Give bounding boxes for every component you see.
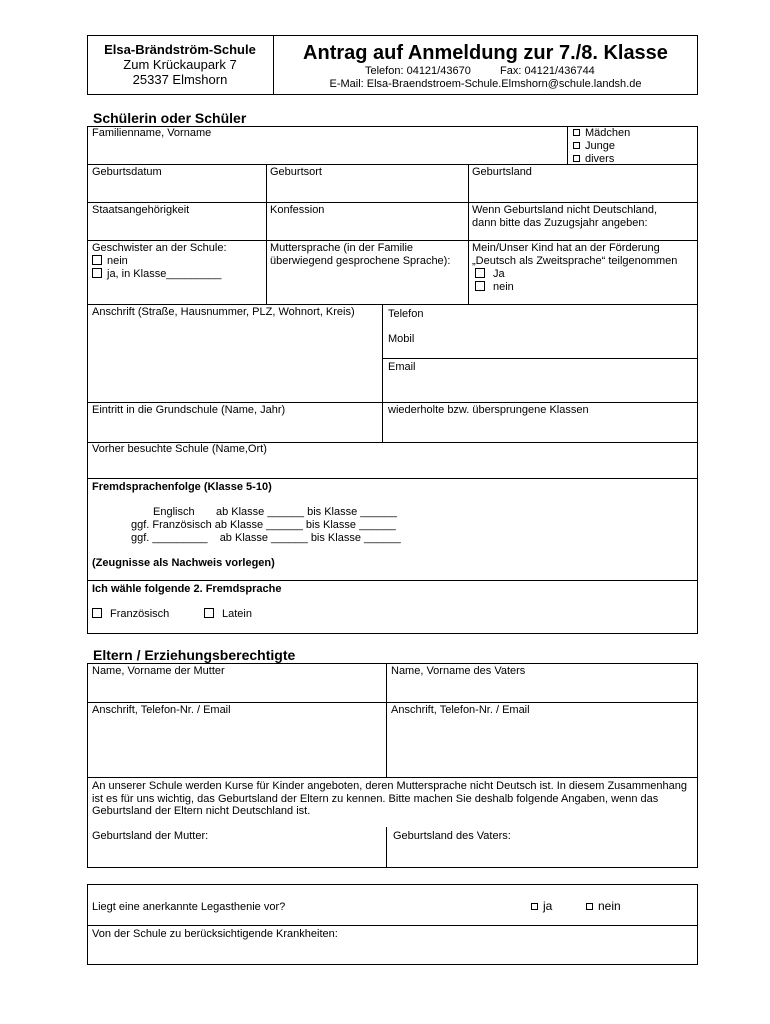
student-name-field[interactable] [88,140,566,164]
col-divider [468,164,469,305]
checkbox-daz-no[interactable] [475,281,485,291]
row-divider [87,164,698,165]
row-divider [87,202,698,203]
row-divider [87,402,698,403]
daz-no-option[interactable]: nein [475,281,514,294]
checkbox-daz-yes[interactable] [475,268,485,278]
school-city: 25337 Elmshorn [132,72,228,87]
checkbox-male[interactable] [573,142,580,149]
row-divider [382,358,698,359]
siblings-yes-option[interactable]: ja, in Klasse_________ [92,268,221,281]
language-row-english: Englisch ab Klasse ______ bis Klasse ______ [153,506,397,518]
page-title: Antrag auf Anmeldung zur 7./8. Klasse [303,42,668,64]
mother-country-label: Geburtsland der Mutter: [92,830,209,842]
school-fax: Fax: 04121/436744 [500,65,595,77]
arrival-label-line1: Wenn Geburtsland nicht Deutschland, [472,204,658,216]
birth-date-label: Geburtsdatum [92,166,162,178]
row-divider [87,478,698,479]
row-divider [87,304,698,305]
languages-title: Fremdsprachenfolge (Klasse 5-10) [92,481,272,493]
daz-yes-option[interactable]: Ja [475,268,505,281]
row-divider [87,925,698,926]
mother-tongue-label-line2: überwiegend gesprochene Sprache): [270,255,451,267]
col-divider [266,164,267,305]
father-country-label: Geburtsland des Vaters: [393,830,511,842]
repeated-classes-label: wiederholte bzw. übersprungene Klassen [388,404,589,416]
previous-school-label: Vorher besuchte Schule (Name,Ort) [92,443,267,455]
daz-label-line2: „Deutsch als Zweitsprache“ teilgenommen [472,255,678,267]
french-option[interactable]: Französisch [92,608,169,621]
birth-country-label: Geburtsland [472,166,532,178]
father-address-label: Anschrift, Telefon-Nr. / Email [391,704,530,716]
birth-place-label: Geburtsort [270,166,322,178]
mobile-label: Mobil [388,333,415,345]
gender-option-male[interactable]: Junge [573,140,615,153]
arrival-label-line2: dann bitte das Zuzugsjahr angeben: [472,217,648,229]
mother-address-label: Anschrift, Telefon-Nr. / Email [92,704,231,716]
row-divider [87,702,698,703]
col-divider [382,304,383,442]
email-label: Email [388,361,416,373]
gender-divider [567,126,568,164]
dyslexia-question: Liegt eine anerkannte Legasthenie vor? [92,901,286,913]
language-row-other: ggf. _________ ab Klasse ______ bis Klasse ______ [131,532,401,544]
checkbox-female[interactable] [573,129,580,136]
certificates-note: (Zeugnisse als Nachweis vorlegen) [92,557,275,569]
row-divider [87,580,698,581]
school-street: Zum Krückaupark 7 [123,57,237,72]
siblings-label: Geschwister an der Schule: [92,242,227,254]
gender-option-diverse[interactable]: divers [573,153,614,166]
primary-school-label: Eintritt in die Grundschule (Name, Jahr) [92,404,286,416]
school-phone: Telefon: 04121/43670 [365,65,471,77]
school-email: E-Mail: Elsa-Braendstroem-Schule.Elmshorn@schule.landsh.de [329,78,642,90]
checkbox-latin[interactable] [204,608,214,618]
siblings-no-option[interactable]: nein [92,255,128,268]
row-divider [87,777,698,778]
latin-option[interactable]: Latein [204,608,252,621]
checkbox-dyslexia-no[interactable] [586,903,593,910]
second-language-title: Ich wähle folgende 2. Fremdsprache [92,583,282,595]
mother-name-label: Name, Vorname der Mutter [92,665,225,677]
nationality-label: Staatsangehörigkeit [92,204,190,216]
confession-label: Konfession [270,204,325,216]
dyslexia-yes-option[interactable]: ja [531,900,552,913]
phone-label: Telefon [388,308,424,320]
student-section-title: Schülerin oder Schüler [93,110,247,126]
mother-tongue-label-line1: Muttersprache (in der Familie [270,242,414,254]
language-row-french: ggf. Französisch ab Klasse ______ bis Klasse ______ [131,519,396,531]
daz-label-line1: Mein/Unser Kind hat an der Förderung [472,242,660,254]
father-name-label: Name, Vorname des Vaters [391,665,526,677]
row-divider [87,240,698,241]
checkbox-diverse[interactable] [573,155,580,162]
checkbox-dyslexia-yes[interactable] [531,903,538,910]
address-label: Anschrift (Straße, Hausnummer, PLZ, Wohnort, Kreis) [92,306,355,318]
gender-option-female[interactable]: Mädchen [573,127,630,140]
dyslexia-no-option[interactable]: nein [586,900,621,913]
checkbox-siblings-no[interactable] [92,255,102,265]
checkbox-siblings-yes[interactable] [92,268,102,278]
col-divider [386,827,387,868]
parents-section-title: Eltern / Erziehungsberechtigte [93,647,296,663]
checkbox-french[interactable] [92,608,102,618]
school-name: Elsa-Brändström-Schule [104,42,256,57]
col-divider [386,663,387,777]
student-name-label: Familienname, Vorname [92,127,212,139]
parents-info-text: An unserer Schule werden Kurse für Kinder angeboten, deren Muttersprache nicht Deutsch ist. In diesem Zusammenhang ist es für uns wichtig, das Geburtsland der Eltern zu kennen. Bitte machen Sie deshalb folgende Angaben, wenn das Geburtsland der Eltern nicht Deutschland ist. [92,780,687,817]
illnesses-label: Von der Schule zu berücksichtigende Krankheiten: [92,928,338,940]
